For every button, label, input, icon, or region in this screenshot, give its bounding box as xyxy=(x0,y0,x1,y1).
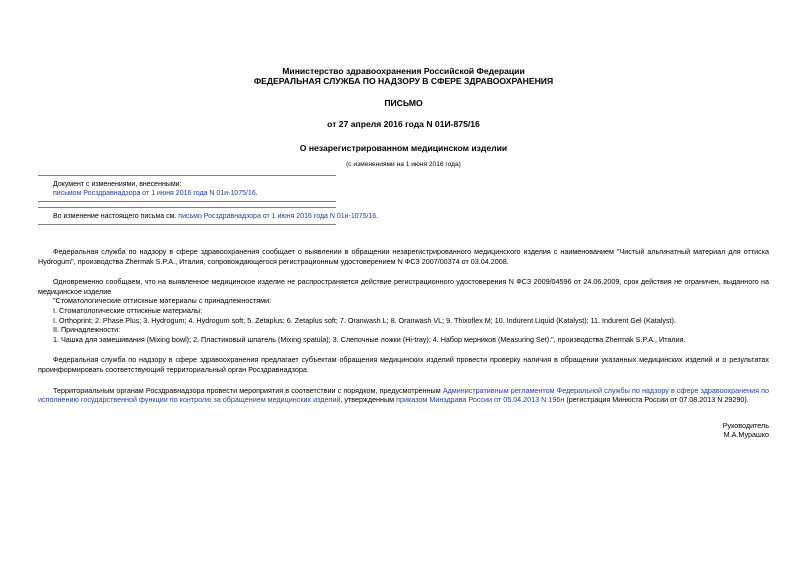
document-date: от 27 апреля 2016 года N 01И-875/16 xyxy=(327,119,480,129)
body-paragraph-8: Федеральная служба по надзору в сфере здравоохранения предлагает субъектам обращения медицинских изделий провести проверку наличия в обращении указанных медицинских изделий и о результатах проинформировать соответствующий территориальный орган Росздравнадзора. xyxy=(38,355,769,374)
changes-link-line xyxy=(53,189,336,198)
regulation-link[interactable]: Административным регламентом Федеральной службы по надзору в сфере здравоохранения по исполнению государственной функции по контролю за обращением медицинских изделий xyxy=(38,385,769,405)
amendment-note: (с изменениями на 1 июня 2016 года) xyxy=(346,161,461,168)
change-notice-link[interactable]: письмо Росздравнадзора от 1 июня 2016 года N 01и-1075/16 xyxy=(178,213,377,220)
order-link[interactable]: приказом Минздрава России от 05.04.2013 N 196н xyxy=(396,395,565,405)
document-header xyxy=(38,66,769,153)
changes-link-suffix: . xyxy=(255,190,258,197)
service-name: ФЕДЕРАЛЬНАЯ СЛУЖБА ПО НАДЗОРУ В СФЕРЕ ЗДРАВООХРАНЕНИЯ xyxy=(253,76,554,86)
document-subject: О незарегистрированном медицинском изделии xyxy=(299,143,508,153)
change-notice-suffix: . xyxy=(376,213,379,220)
body-paragraph-9 xyxy=(38,386,769,405)
document-page xyxy=(38,66,769,440)
changes-label: Документ с изменениями, внесенными: xyxy=(53,181,182,188)
change-notice-prefix: Во изменение настоящего письма см. xyxy=(53,213,179,220)
para9-text-a: Территориальным органам Росздравнадзора провести мероприятия в соответствии с порядком, предусмотренным xyxy=(53,385,443,395)
body-paragraph-4: I. Стоматологические оттискные материалы: xyxy=(53,305,203,315)
para9-text-b: , утвержденным xyxy=(340,395,397,405)
body-paragraph-3: "Стоматологические оттискные материалы с принадлежностями: xyxy=(53,296,272,306)
changes-box xyxy=(38,175,336,202)
signature-title: Руководитель xyxy=(722,420,769,430)
changes-link[interactable]: письмом Росздравнадзора от 1 июня 2016 года N 01и-1075/16 xyxy=(53,190,256,197)
document-type: ПИСЬМО xyxy=(384,98,423,108)
change-notice-box xyxy=(38,207,379,225)
signature-block xyxy=(38,421,769,440)
ministry-name: Министерство здравоохранения Российской Федерации xyxy=(282,66,525,76)
body-paragraph-5: I. Orthoprint; 2. Phase Plus; 3. Hydrogum; 4. Hydrogum soft; 5. Zetaplus; 6. Zetaplus soft; 7. Oranwash L; 8. Oranwash VL; 9. Thixoflex M; 10. Indurent Liquid (Katalyst); 11. Indurent Gel (Katalyst). xyxy=(53,315,676,325)
signature-name: М.А.Мурашко xyxy=(723,430,769,440)
body-paragraph-6: II. Принадлежности: xyxy=(53,325,121,335)
para9-text-c: (регистрация Минюста России от 07.08.2013 N 29290). xyxy=(564,395,749,405)
body-paragraph-7: 1. Чашка для замешивания (Mixing bowl); 2. Пластиковый шпатель (Mixing spatula); 3. Слепочные ложки (Hi-tray); 4. Набор мерников (Measuring Set).", производства Zhermak S.P.A., Италия. xyxy=(53,334,686,344)
body-paragraph-2: Одновременно сообщаем, что на выявленное медицинское изделие не распространяется действие регистрационного удостоверения N ФСЗ 2009/04596 от 24.06.2009, срок действия не ограничен, выданного на медицинское изделие xyxy=(38,277,769,296)
body-paragraph-1: Федеральная служба по надзору в сфере здравоохранения сообщает о выявлении в обращении незарегистрированного медицинского изделия с наименованием "Чистый альгинатный материал для оттиска Hydrogum", производства Zhermak S.P.A., Италия, сопровождающегося регистрационным удостоверением N ФСЗ 2007/00374 от 03.04.2008. xyxy=(38,247,769,266)
